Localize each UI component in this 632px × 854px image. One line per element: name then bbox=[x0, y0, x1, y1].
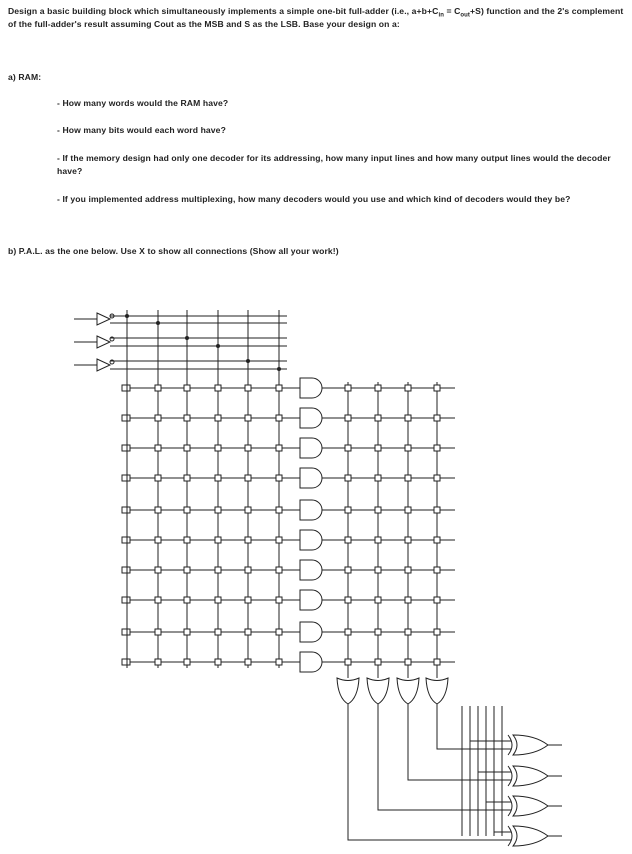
fuse-4-4 bbox=[215, 475, 221, 481]
and-gate-8 bbox=[300, 590, 322, 610]
fuse-5-4 bbox=[215, 507, 221, 513]
row-start-1 bbox=[122, 385, 127, 391]
or-fuse-7-2 bbox=[375, 567, 381, 573]
or-fuse-4-1 bbox=[345, 475, 351, 481]
ram-question-1: - How many words would the RAM have? bbox=[57, 98, 229, 108]
or-fuse-3-3 bbox=[405, 445, 411, 451]
xor-gate-4 bbox=[513, 826, 548, 846]
or-fuse-9-1 bbox=[345, 629, 351, 635]
or-fuse-5-1 bbox=[345, 507, 351, 513]
fuse-10-6 bbox=[276, 659, 282, 665]
fuse-10-4 bbox=[215, 659, 221, 665]
fuse-5-6 bbox=[276, 507, 282, 513]
or-fuse-6-3 bbox=[405, 537, 411, 543]
fuse-4-3 bbox=[184, 475, 190, 481]
or-fuse-4-3 bbox=[405, 475, 411, 481]
pal-and-plane bbox=[110, 310, 300, 668]
fuse-3-5 bbox=[245, 445, 251, 451]
or-gate-4 bbox=[426, 678, 448, 704]
fuse-8-5 bbox=[245, 597, 251, 603]
fuse-5-3 bbox=[184, 507, 190, 513]
fuse-10-2 bbox=[155, 659, 161, 665]
or-to-xor-wire-2 bbox=[378, 704, 511, 810]
or-fuse-1-4 bbox=[434, 385, 440, 391]
fuse-9-3 bbox=[184, 629, 190, 635]
subscript-in: in bbox=[438, 12, 444, 19]
or-fuse-7-4 bbox=[434, 567, 440, 573]
fuse-9-2 bbox=[155, 629, 161, 635]
row-start-2 bbox=[122, 415, 127, 421]
row-start-4 bbox=[122, 475, 127, 481]
or-fuse-8-3 bbox=[405, 597, 411, 603]
xor-arc-2 bbox=[508, 766, 512, 786]
and-gate-10 bbox=[300, 652, 322, 672]
row-start-9 bbox=[122, 629, 127, 635]
or-fuse-3-2 bbox=[375, 445, 381, 451]
or-fuse-5-4 bbox=[434, 507, 440, 513]
or-fuse-8-4 bbox=[434, 597, 440, 603]
fuse-6-5 bbox=[245, 537, 251, 543]
or-fuse-1-2 bbox=[375, 385, 381, 391]
fuse-4-5 bbox=[245, 475, 251, 481]
and-gate-2 bbox=[300, 408, 322, 428]
or-fuse-2-3 bbox=[405, 415, 411, 421]
row-start-5 bbox=[122, 507, 127, 513]
or-fuse-5-3 bbox=[405, 507, 411, 513]
or-fuse-2-2 bbox=[375, 415, 381, 421]
or-fuse-9-2 bbox=[375, 629, 381, 635]
fuse-9-6 bbox=[276, 629, 282, 635]
and-gate-7 bbox=[300, 560, 322, 580]
fuse-6-6 bbox=[276, 537, 282, 543]
xor-gate-3 bbox=[513, 796, 548, 816]
or-fuse-1-1 bbox=[345, 385, 351, 391]
or-to-xor-wire-4 bbox=[437, 704, 511, 749]
or-fuse-3-4 bbox=[434, 445, 440, 451]
or-fuse-10-4 bbox=[434, 659, 440, 665]
or-fuse-7-3 bbox=[405, 567, 411, 573]
fuse-3-3 bbox=[184, 445, 190, 451]
fuse-7-6 bbox=[276, 567, 282, 573]
fuse-1-4 bbox=[215, 385, 221, 391]
fuse-7-4 bbox=[215, 567, 221, 573]
row-start-8 bbox=[122, 597, 127, 603]
xor-arc-1 bbox=[508, 735, 512, 755]
or-gate-2 bbox=[367, 678, 389, 704]
fuse-9-4 bbox=[215, 629, 221, 635]
pal-or-gates bbox=[337, 678, 448, 704]
xor-arc-4 bbox=[508, 826, 512, 846]
fuse-1-5 bbox=[245, 385, 251, 391]
fuse-3-4 bbox=[215, 445, 221, 451]
fuse-10-5 bbox=[245, 659, 251, 665]
fuse-2-3 bbox=[184, 415, 190, 421]
or-fuse-5-2 bbox=[375, 507, 381, 513]
row-start-6 bbox=[122, 537, 127, 543]
fuse-7-2 bbox=[155, 567, 161, 573]
or-fuse-4-4 bbox=[434, 475, 440, 481]
input-buffer-1 bbox=[97, 313, 110, 325]
fuse-1-6 bbox=[276, 385, 282, 391]
and-gate-5 bbox=[300, 500, 322, 520]
or-fuse-4-2 bbox=[375, 475, 381, 481]
or-fuse-6-1 bbox=[345, 537, 351, 543]
fuse-7-3 bbox=[184, 567, 190, 573]
or-fuse-8-2 bbox=[375, 597, 381, 603]
or-fuse-10-1 bbox=[345, 659, 351, 665]
fuse-3-6 bbox=[276, 445, 282, 451]
row-start-3 bbox=[122, 445, 127, 451]
fuse-8-6 bbox=[276, 597, 282, 603]
ram-heading: a) RAM: bbox=[8, 72, 42, 82]
or-fuse-10-2 bbox=[375, 659, 381, 665]
or-fuse-2-4 bbox=[434, 415, 440, 421]
fuse-4-6 bbox=[276, 475, 282, 481]
xor-gate-2 bbox=[513, 766, 548, 786]
and-gate-1 bbox=[300, 378, 322, 398]
or-fuse-10-3 bbox=[405, 659, 411, 665]
or-fuse-1-3 bbox=[405, 385, 411, 391]
ram-question-4: - If you implemented address multiplexing, how many decoders would you use and which kind of decoders would they be? bbox=[57, 194, 571, 204]
fuse-9-5 bbox=[245, 629, 251, 635]
and-gate-4 bbox=[300, 468, 322, 488]
or-fuse-2-1 bbox=[345, 415, 351, 421]
fuse-2-4 bbox=[215, 415, 221, 421]
fuse-8-4 bbox=[215, 597, 221, 603]
or-fuse-6-4 bbox=[434, 537, 440, 543]
or-fuse-8-1 bbox=[345, 597, 351, 603]
or-gate-1 bbox=[337, 678, 359, 704]
xor-arc-3 bbox=[508, 796, 512, 816]
fuse-7-5 bbox=[245, 567, 251, 573]
pal-heading: b) P.A.L. as the one below. Use X to show all connections (Show all your work!) bbox=[8, 246, 339, 256]
fuse-6-4 bbox=[215, 537, 221, 543]
or-fuse-9-4 bbox=[434, 629, 440, 635]
pal-xor-network bbox=[348, 704, 562, 846]
fuse-4-2 bbox=[155, 475, 161, 481]
xor-gate-1 bbox=[513, 735, 548, 755]
fuse-2-6 bbox=[276, 415, 282, 421]
subscript-out: out bbox=[460, 12, 471, 19]
or-fuse-3-1 bbox=[345, 445, 351, 451]
input-buffer-3 bbox=[97, 359, 110, 371]
row-start-10 bbox=[122, 659, 127, 665]
fuse-2-2 bbox=[155, 415, 161, 421]
or-to-xor-wire-3 bbox=[408, 704, 511, 780]
fuse-5-2 bbox=[155, 507, 161, 513]
fuse-6-3 bbox=[184, 537, 190, 543]
statement-text-3: +S) function and the 2's complement of the full-adder's result assuming Cout as the MSB and S as the LSB. Base your design on a: bbox=[8, 6, 624, 29]
pal-and-gates bbox=[300, 378, 322, 672]
statement-text-2: = C bbox=[443, 6, 461, 16]
fuse-8-3 bbox=[184, 597, 190, 603]
and-gate-9 bbox=[300, 622, 322, 642]
ram-question-3: - If the memory design had only one decoder for its addressing, how many input lines and how many output lines would the decoder have? bbox=[57, 153, 611, 176]
row-start-7 bbox=[122, 567, 127, 573]
pal-input-buffers bbox=[74, 313, 114, 371]
or-gate-3 bbox=[397, 678, 419, 704]
statement-text-1: Design a basic building block which simultaneously implements a simple one-bit full-adder (i.e., a+b+C bbox=[8, 6, 439, 16]
fuse-1-2 bbox=[155, 385, 161, 391]
fuse-1-3 bbox=[184, 385, 190, 391]
and-gate-6 bbox=[300, 530, 322, 550]
fuse-8-2 bbox=[155, 597, 161, 603]
or-fuse-9-3 bbox=[405, 629, 411, 635]
pal-or-plane bbox=[322, 382, 455, 678]
ram-question-2: - How many bits would each word have? bbox=[57, 125, 226, 135]
fuse-5-5 bbox=[245, 507, 251, 513]
fuse-10-3 bbox=[184, 659, 190, 665]
input-buffer-2 bbox=[97, 336, 110, 348]
fuse-6-2 bbox=[155, 537, 161, 543]
fuse-3-2 bbox=[155, 445, 161, 451]
and-gate-3 bbox=[300, 438, 322, 458]
fuse-2-5 bbox=[245, 415, 251, 421]
or-fuse-6-2 bbox=[375, 537, 381, 543]
or-fuse-7-1 bbox=[345, 567, 351, 573]
